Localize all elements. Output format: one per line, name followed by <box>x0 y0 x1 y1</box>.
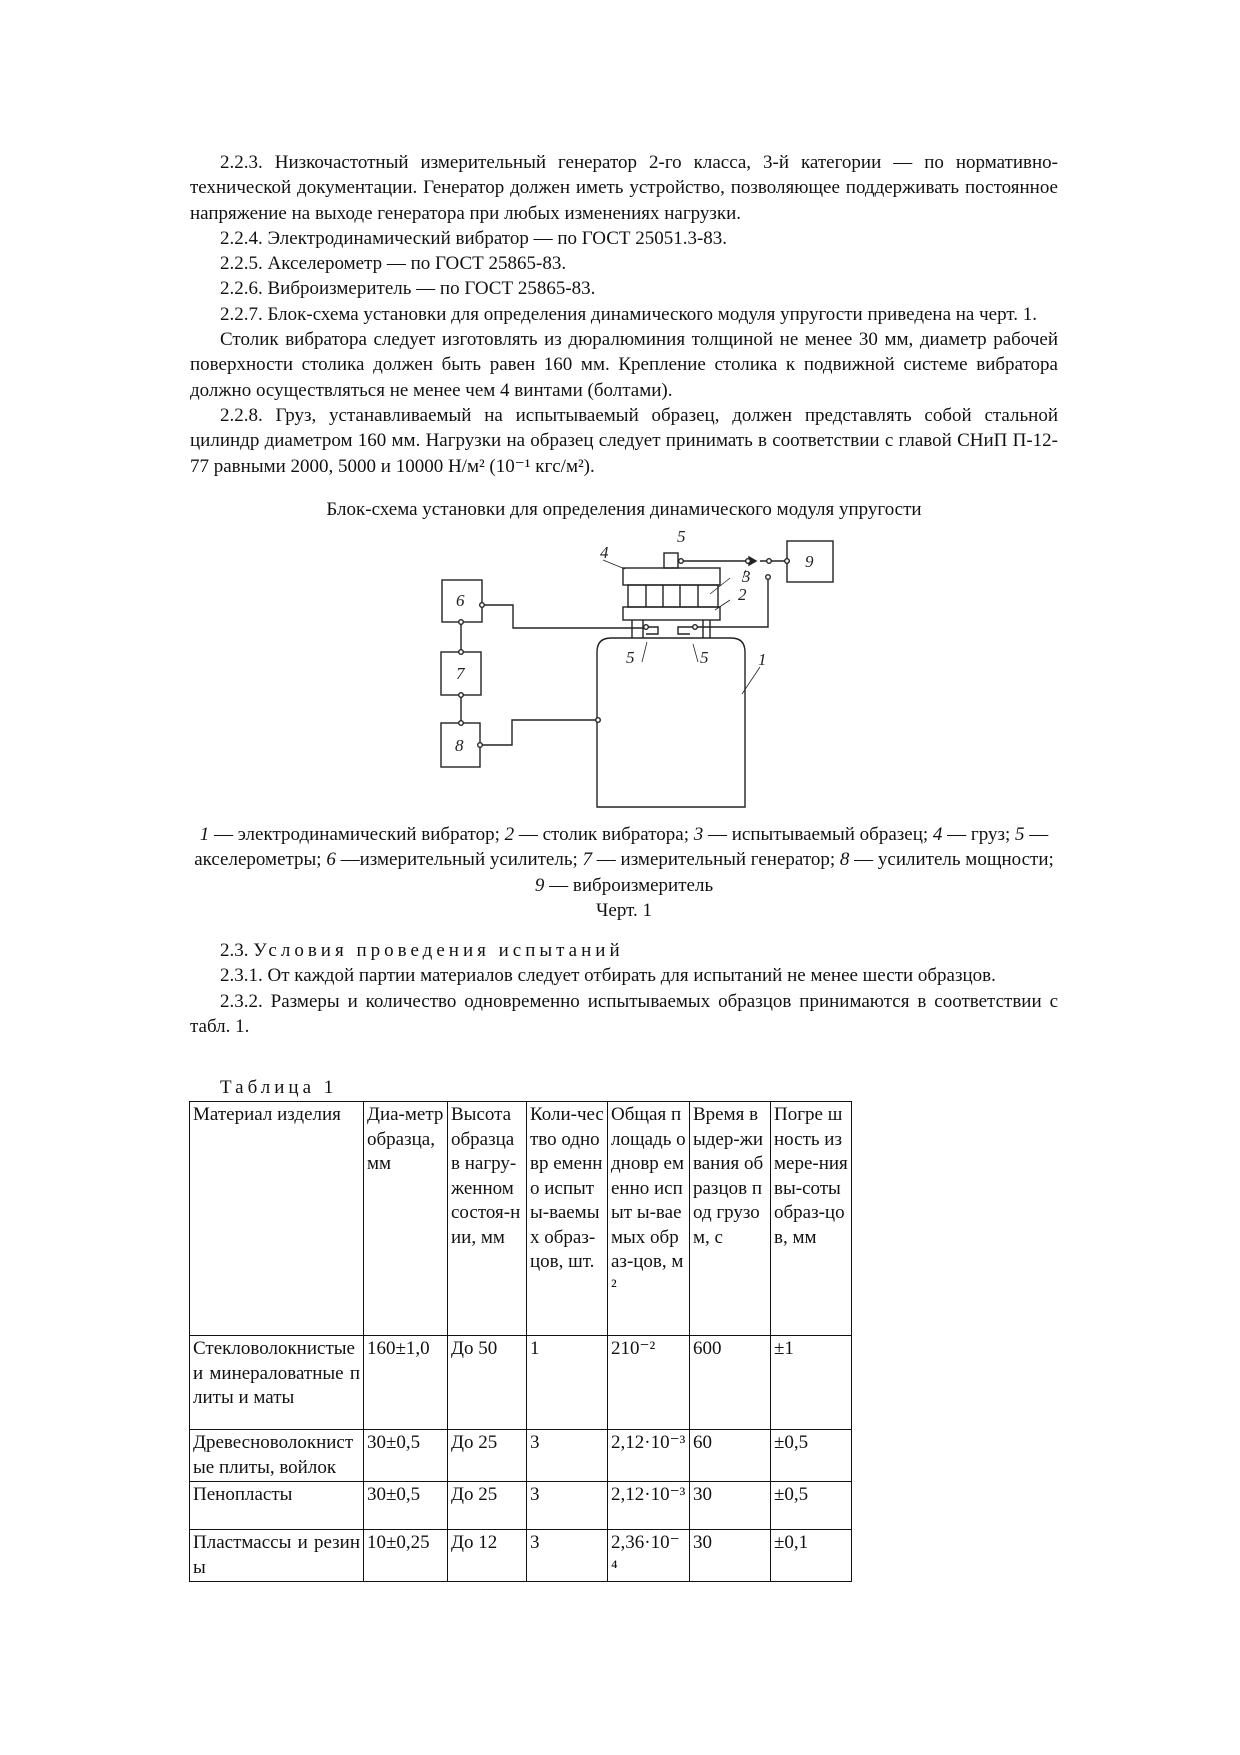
legend-text: — электродинамический вибратор; <box>209 824 505 845</box>
table-cell: 30±0,5 <box>364 1482 448 1530</box>
figure-caption: Черт. 1 <box>596 899 652 921</box>
label-2: 2 <box>738 585 747 604</box>
table-cell: ±0,1 <box>771 1530 852 1582</box>
table-cell: 30 <box>690 1482 771 1530</box>
table-row <box>190 1530 852 1582</box>
legend-number: 7 <box>582 849 593 871</box>
label-5: 5 <box>677 527 686 546</box>
column-header: Погре шность измере-ния вы-соты образ-цов, мм <box>771 1102 852 1336</box>
block-diagram <box>400 520 900 820</box>
table-cell: 30±0,5 <box>364 1430 448 1482</box>
column-header: Материал изделия <box>190 1102 364 1336</box>
column-header: Диа-метр образца, мм <box>364 1102 448 1336</box>
legend-text: —измерительный усилитель; <box>335 849 583 871</box>
table-cell: 60 <box>690 1430 771 1482</box>
table-caption: Таблица 1 <box>220 1077 338 1098</box>
table-cell: 3 <box>527 1482 608 1530</box>
table-cell: До 25 <box>448 1482 527 1530</box>
table-header-row <box>190 1102 852 1336</box>
legend-text: — груз; <box>942 824 1015 845</box>
section-title: Условия проведения испытаний <box>253 940 624 961</box>
table-cell: 1 <box>527 1336 608 1430</box>
sample-3 <box>628 585 718 607</box>
table-cell: Древесноволокнистые плиты, войлок <box>190 1430 364 1482</box>
paragraph: 2.2.4. Электродинамический вибратор — по ГОСТ 25051.3-83. <box>220 227 728 249</box>
table-cell: 10±0,25 <box>364 1530 448 1582</box>
column-header: Высота образца в нагру-женном состоя-нии, мм <box>448 1102 527 1336</box>
table-cell: 3 <box>527 1430 608 1482</box>
legend-text: — измерительный генератор; <box>592 849 840 871</box>
table-cell: Пластмассы и резины <box>190 1530 364 1582</box>
figure-legend <box>190 822 1058 898</box>
column-header: Время выдер-живания образцов под грузом, с <box>690 1102 771 1336</box>
section-number: 2.3. <box>220 940 254 961</box>
table-cell: 160±1,0 <box>364 1336 448 1430</box>
label-8: 8 <box>455 736 464 755</box>
table-cell: До 12 <box>448 1530 527 1582</box>
paragraph: 2.3.1. От каждой партии материалов следует отбирать для испытаний не менее шести образцов. <box>220 965 996 987</box>
legend-number: 2 <box>504 824 515 845</box>
table-cell: 2,12·10⁻³ <box>608 1430 690 1482</box>
legend-number: 9 <box>534 874 545 896</box>
legend-text: — виброизмеритель <box>544 874 714 896</box>
column-header: Общая площадь одновр еменно испыт ы-ваемых образ-цов, м² <box>608 1102 690 1336</box>
label-9: 9 <box>805 552 814 571</box>
legend-text: — акселерометры; <box>194 824 1049 871</box>
table-cell: До 25 <box>448 1430 527 1482</box>
table-cell: ±1 <box>771 1336 852 1430</box>
table-row <box>190 1482 852 1530</box>
table-cell: Стекловолокнистые и минераловатные плиты и маты <box>190 1336 364 1430</box>
table-2 <box>623 607 720 620</box>
legend-text: — усилитель мощности; <box>849 849 1054 871</box>
paragraph: 2.3.2. Размеры и количество одновременно испытываемых образцов принимаются в соответствии с табл. 1. <box>190 990 1058 1037</box>
specimen-table <box>189 1101 852 1582</box>
legend-number: 5 <box>1014 824 1025 845</box>
table-cell: 2,12·10⁻³ <box>608 1482 690 1530</box>
vibrator-1 <box>597 638 745 807</box>
table-cell: 30 <box>690 1530 771 1582</box>
label-5: 5 <box>700 648 709 667</box>
legend-text: — испытываемый образец; <box>703 824 933 845</box>
table-cell: 210⁻² <box>608 1336 690 1430</box>
table-cell: 3 <box>527 1530 608 1582</box>
table-cell: 600 <box>690 1336 771 1430</box>
table-cell: Пенопласты <box>190 1482 364 1530</box>
legend-number: 6 <box>326 849 336 871</box>
intro-text <box>190 150 1058 479</box>
paragraph: Столик вибратора следует изготовлять из дюралюминия толщиной не менее 30 мм, диаметр рабочей поверхности столика должен быть равен 160 мм. Крепление столика к подвижной системе вибратора должно осуществляться не менее чем 4 винтами (болтами). <box>190 329 1058 401</box>
label-3: 3 <box>742 567 751 586</box>
section-heading <box>190 938 1058 963</box>
label-4: 4 <box>600 543 609 562</box>
legend-number: 1 <box>199 824 210 845</box>
table-cell: 2,36·10⁻⁴ <box>608 1530 690 1582</box>
table-row <box>190 1336 852 1430</box>
table-row <box>190 1430 852 1482</box>
legend-number: 3 <box>693 824 704 845</box>
table-cell: До 50 <box>448 1336 527 1430</box>
weight-4 <box>623 568 720 585</box>
figure-title: Блок-схема установки для определения динамического модуля упругости <box>326 499 922 520</box>
column-header: Коли-чество одновр еменно испыт ы-ваемых образ-цов, шт. <box>527 1102 608 1336</box>
paragraph: 2.2.8. Груз, устанавливаемый на испытываемый образец, должен представлять собой стальной цилиндр диаметром 160 мм. Нагрузки на образец следует принимать в соответствии с главой СНиП П-12-77 равными 2000, 5000 и 10000 Н/м² (10⁻¹ кгс/м²). <box>190 404 1058 477</box>
label-5: 5 <box>626 648 635 667</box>
paragraph: 2.2.7. Блок-схема установки для определения динамического модуля упругости приведена на черт. 1. <box>220 303 1037 325</box>
table-cell: ±0,5 <box>771 1430 852 1482</box>
label-6: 6 <box>456 591 465 610</box>
legend-text: — столик вибратора; <box>514 824 694 845</box>
accelerometer-top <box>664 553 678 568</box>
paragraph: 2.2.6. Виброизмеритель — по ГОСТ 25865-83. <box>220 278 596 300</box>
table-cell: ±0,5 <box>771 1482 852 1530</box>
label-7: 7 <box>456 664 465 683</box>
label-1: 1 <box>758 650 767 669</box>
paragraph: 2.2.3. Низкочастотный измерительный генератор 2-го класса, 3-й категории — по нормативно-технической документации. Генератор должен иметь устройство, позволяющее поддерживать постоянное напряжение на выходе генератора при любых изменениях нагрузки. <box>190 152 1058 224</box>
paragraph: 2.2.5. Акселерометр — по ГОСТ 25865-83. <box>220 253 567 275</box>
legend-number: 8 <box>839 849 850 871</box>
legend-number: 4 <box>932 824 943 845</box>
